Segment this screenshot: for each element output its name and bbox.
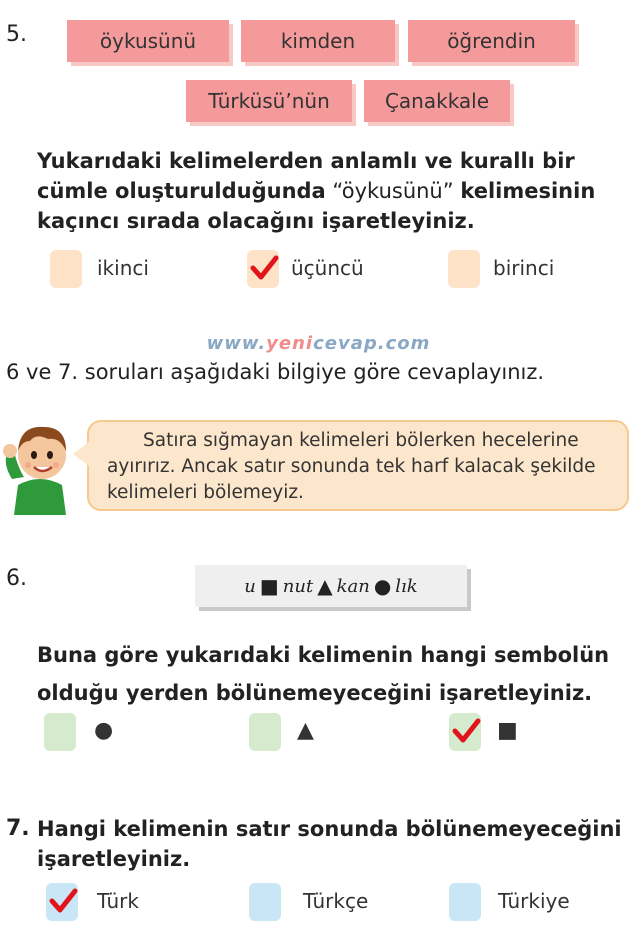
info-box	[87, 420, 629, 511]
syllable-box	[195, 565, 467, 607]
option-label: Türkiye	[498, 889, 570, 913]
watermark	[0, 333, 637, 354]
option-label: Türk	[97, 889, 139, 913]
option-label: birinci	[493, 256, 555, 280]
word-tile: Çanakkale	[364, 80, 510, 122]
info-text	[107, 428, 617, 506]
checkbox[interactable]	[448, 250, 480, 288]
watermark-suffix: .com	[377, 333, 431, 354]
question-bold-part: Yukarıdaki kelimelerden anlamlı ve kurallı bir cümle oluşturulduğunda	[37, 149, 575, 203]
checkbox[interactable]	[247, 250, 279, 288]
watermark-prefix: www.	[206, 333, 267, 354]
triangle-icon: ▲	[297, 718, 314, 743]
word-tile: Türküsü’nün	[186, 80, 352, 122]
question-number: 6.	[6, 566, 27, 591]
triangle-icon: ▲	[317, 574, 333, 598]
watermark-brand: cevap	[313, 333, 378, 354]
syllable: kan	[336, 575, 370, 597]
question-bold-part: kelimesinin kaçıncı sırada olacağını işaretleyiniz.	[37, 179, 596, 233]
square-icon: ■	[259, 574, 279, 598]
word-tile: öğrendin	[408, 20, 575, 62]
question-number: 7.	[6, 816, 30, 841]
check-icon	[48, 886, 78, 916]
option-label: ikinci	[97, 256, 149, 280]
quoted-word: “öykusünü”	[332, 179, 454, 203]
boy-illustration	[0, 415, 80, 515]
square-icon: ■	[497, 718, 518, 743]
check-icon	[451, 716, 481, 746]
question-text	[37, 146, 633, 236]
option-label: Türkçe	[303, 889, 369, 913]
speech-pointer	[73, 442, 89, 466]
syllable: nut	[282, 575, 314, 597]
checkbox[interactable]	[449, 713, 481, 751]
watermark-brand: yeni	[266, 333, 314, 354]
question-number: 5.	[6, 22, 27, 47]
circle-icon: ●	[94, 718, 114, 743]
circle-icon: ●	[373, 574, 392, 598]
info-text-content: Satıra sığmayan kelimeleri bölerken hecelerine ayırırız. Ancak satır sonunda tek harf kalacak şekilde kelimeleri bölemeyiz.	[107, 430, 596, 503]
checkbox[interactable]	[249, 713, 281, 751]
syllable: u	[244, 575, 256, 597]
word-tile: öykusünü	[67, 20, 229, 62]
question-text: Hangi kelimenin satır sonunda bölünemeyeceğini işaretleyiniz.	[37, 817, 622, 871]
section-heading: 6 ve 7. soruları aşağıdaki bilgiye göre cevaplayınız.	[6, 360, 545, 384]
checkbox[interactable]	[449, 883, 481, 921]
checkbox[interactable]	[249, 883, 281, 921]
question-text: Buna göre yukarıdaki kelimenin hangi sembolün olduğu yerden bölünemeyeceğini işaretleyiniz.	[37, 643, 610, 705]
option-label: üçüncü	[291, 256, 364, 280]
checkbox[interactable]	[44, 713, 76, 751]
syllable: lık	[395, 575, 418, 597]
checkbox[interactable]	[50, 250, 82, 288]
check-icon	[249, 253, 279, 283]
checkbox[interactable]	[46, 883, 78, 921]
word-tile: kimden	[241, 20, 395, 62]
